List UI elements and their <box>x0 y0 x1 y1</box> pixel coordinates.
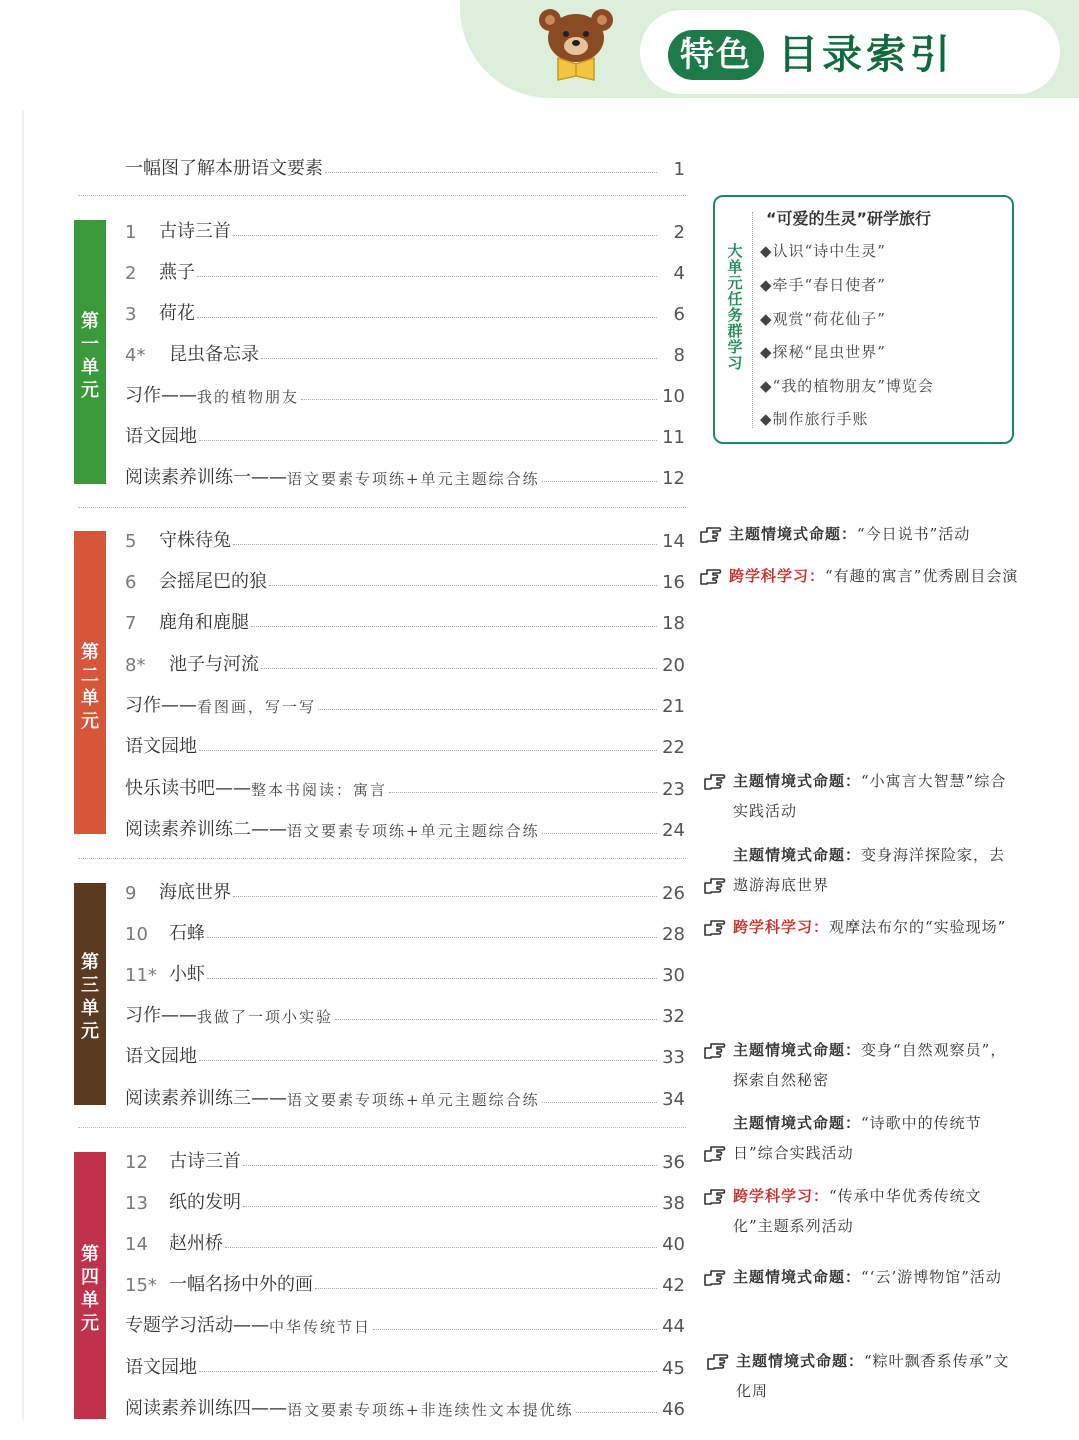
task-item: ◆探秘“昆虫世界” <box>760 343 886 361</box>
toc-subtitle: 整本书阅读：寓言 <box>251 781 388 799</box>
activity-note <box>729 519 1019 549</box>
activity-note-text: 变身海洋探险家，去遨游海底世界 <box>733 846 1006 894</box>
toc-page-number: 4 <box>673 263 685 284</box>
toc-row[interactable] <box>125 459 685 489</box>
toc-lesson-number: 13 <box>125 1193 148 1214</box>
toc-page-number: 45 <box>662 1358 685 1379</box>
toc-page-number: 46 <box>662 1399 685 1420</box>
dot-leader <box>542 1102 657 1103</box>
toc-row[interactable] <box>125 295 685 325</box>
toc-row[interactable] <box>125 1038 685 1068</box>
dot-leader <box>251 626 657 627</box>
activity-note-text: 变身“自然观察员”，探索自然秘密 <box>733 1041 1007 1089</box>
dot-leader <box>199 1371 657 1372</box>
toc-title: 守株待兔 <box>159 530 231 551</box>
toc-row[interactable] <box>125 956 685 986</box>
toc-page-number: 16 <box>662 572 685 593</box>
toc-page-number: 11 <box>662 427 685 448</box>
task-item: ◆“我的植物朋友”博览会 <box>760 377 934 395</box>
activity-note <box>733 1035 1019 1095</box>
activity-note-label: 主题情境式命题： <box>733 1041 862 1059</box>
dot-leader <box>199 750 657 751</box>
toc-subtitle: 语文要素专项练+单元主题综合练 <box>287 822 540 840</box>
toc-title: 小虾 <box>169 964 205 985</box>
toc-lesson-number: 14 <box>125 1234 148 1255</box>
toc-page-number: 10 <box>662 386 685 407</box>
unit-tab-4: 第 四 单 元 <box>74 1152 106 1419</box>
toc-row[interactable] <box>125 1184 685 1214</box>
toc-title: 阅读素养训练一—— <box>125 467 287 488</box>
pointing-hand-icon <box>703 1143 727 1163</box>
activity-note-text: “有趣的寓言”优秀剧目会演 <box>825 567 1019 585</box>
toc-row[interactable] <box>125 1307 685 1337</box>
margin-line <box>22 110 24 1420</box>
toc-lesson-number: 2 <box>125 263 137 284</box>
toc-row[interactable] <box>125 377 685 407</box>
toc-subtitle: 我做了一项小实验 <box>197 1008 334 1026</box>
toc-title: 语文园地 <box>125 1357 197 1378</box>
dot-leader <box>243 1165 657 1166</box>
section-separator <box>78 1127 686 1128</box>
toc-row[interactable] <box>125 915 685 945</box>
toc-page-number: 20 <box>662 655 685 676</box>
dot-leader <box>197 276 657 277</box>
section-separator <box>78 858 686 859</box>
toc-intro-row[interactable] <box>125 150 685 180</box>
toc-page-number: 22 <box>662 737 685 758</box>
task-box-title: “可爱的生灵”研学旅行 <box>766 209 932 228</box>
section-separator <box>78 195 686 196</box>
activity-note-text: “今日说书”活动 <box>857 525 971 543</box>
dot-leader <box>199 440 657 441</box>
toc-subtitle: 我的植物朋友 <box>197 388 300 406</box>
toc-title: 阅读素养训练四—— <box>125 1398 287 1419</box>
activity-note-label: 主题情境式命题： <box>733 846 862 864</box>
activity-note <box>733 1181 1019 1241</box>
toc-page-number: 8 <box>673 345 685 366</box>
activity-note <box>733 912 1019 942</box>
toc-page-number: 24 <box>662 820 685 841</box>
toc-title: 语文园地 <box>125 1046 197 1067</box>
toc-page-number: 34 <box>662 1089 685 1110</box>
task-box-divider <box>752 212 753 428</box>
toc-lesson-number: 4* <box>125 345 146 366</box>
toc-subtitle: 中华传统节日 <box>269 1318 372 1336</box>
pointing-hand-icon <box>699 524 723 544</box>
toc-title: 阅读素养训练二—— <box>125 819 287 840</box>
dot-leader <box>261 668 657 669</box>
task-item: ◆制作旅行手账 <box>760 410 869 428</box>
toc-title: 习作—— <box>125 1005 197 1026</box>
toc-page-number: 32 <box>662 1006 685 1027</box>
toc-page-number: 36 <box>662 1152 685 1173</box>
toc-title: 昆虫备忘录 <box>169 344 259 365</box>
toc-row[interactable] <box>125 1080 685 1110</box>
activity-note-label: 跨学科学习： <box>733 1187 830 1205</box>
section-separator <box>78 507 686 508</box>
toc-row[interactable] <box>125 728 685 758</box>
unit-tab-1: 第 一 单 元 <box>74 220 106 484</box>
toc-title: 荷花 <box>159 303 195 324</box>
toc-page-number: 44 <box>662 1316 685 1337</box>
activity-note-label: 主题情境式命题： <box>729 525 858 543</box>
page-title: 目录索引 <box>778 32 954 78</box>
pointing-hand-icon <box>699 566 723 586</box>
activity-note-text: “传承中华优秀传统文化”主题系列活动 <box>733 1187 982 1235</box>
activity-note <box>733 1108 1019 1168</box>
pointing-hand-icon <box>706 1351 730 1371</box>
teddy-bear-reading-icon <box>528 6 624 82</box>
pointing-hand-icon <box>703 917 727 937</box>
toc-page-number: 18 <box>662 613 685 634</box>
dot-leader <box>335 1019 657 1020</box>
toc-title: 石蜂 <box>169 923 205 944</box>
toc-page-number: 30 <box>662 965 685 986</box>
activity-note <box>729 561 1019 591</box>
activity-note-label: 主题情境式命题： <box>733 772 862 790</box>
toc-row[interactable] <box>125 254 685 284</box>
toc-title: 鹿角和鹿腿 <box>159 612 249 633</box>
dot-leader <box>225 1247 657 1248</box>
toc-row[interactable] <box>125 213 685 243</box>
toc-title: 古诗三首 <box>159 221 231 242</box>
toc-lesson-number: 7 <box>125 613 137 634</box>
toc-row[interactable] <box>125 1143 685 1173</box>
toc-title: 燕子 <box>159 262 195 283</box>
dot-leader <box>373 1329 657 1330</box>
toc-title: 语文园地 <box>125 426 197 447</box>
toc-row[interactable] <box>125 687 685 717</box>
toc-lesson-number: 3 <box>125 304 137 325</box>
pointing-hand-icon <box>703 771 727 791</box>
activity-note <box>733 766 1019 826</box>
dot-leader <box>542 833 657 834</box>
toc-page-number: 33 <box>662 1047 685 1068</box>
activity-note <box>733 1262 1019 1292</box>
dot-leader <box>325 172 657 173</box>
toc-lesson-number: 12 <box>125 1152 148 1173</box>
task-item: ◆认识“诗中生灵” <box>760 242 886 260</box>
toc-row[interactable] <box>125 811 685 841</box>
task-box-vertical-label: 大 单 元 任 务 群 学 习 <box>727 242 743 372</box>
toc-title: 一幅名扬中外的画 <box>169 1274 313 1295</box>
dot-leader <box>315 1288 657 1289</box>
toc-row[interactable] <box>125 770 685 800</box>
toc-row[interactable] <box>125 646 685 676</box>
task-item: ◆观赏“荷花仙子” <box>760 310 886 328</box>
dot-leader <box>233 896 657 897</box>
toc-row[interactable] <box>125 997 685 1027</box>
toc-row[interactable] <box>125 522 685 552</box>
toc-title: 习作—— <box>125 385 197 406</box>
toc-row[interactable] <box>125 563 685 593</box>
toc-title: 会摇尾巴的狼 <box>159 571 267 592</box>
toc-title: 海底世界 <box>159 882 231 903</box>
toc-row[interactable] <box>125 336 685 366</box>
pointing-hand-icon <box>703 1186 727 1206</box>
toc-row[interactable] <box>125 1390 685 1420</box>
toc-subtitle: 语文要素专项练+单元主题综合练 <box>287 470 540 488</box>
toc-intro-text: 一幅图了解本册语文要素 <box>125 158 323 179</box>
activity-note-text: 观摩法布尔的“实验现场” <box>829 918 1007 936</box>
pointing-hand-icon <box>703 1267 727 1287</box>
dot-leader <box>269 585 657 586</box>
dot-leader <box>207 978 657 979</box>
toc-title: 纸的发明 <box>169 1192 241 1213</box>
toc-title: 语文园地 <box>125 736 197 757</box>
toc-page-number: 28 <box>662 924 685 945</box>
toc-lesson-number: 6 <box>125 572 137 593</box>
activity-note-text: “‘云’游博物馆”活动 <box>861 1268 1002 1286</box>
activity-note-label: 主题情境式命题： <box>736 1352 865 1370</box>
activity-note-label: 跨学科学习： <box>729 567 826 585</box>
toc-row[interactable] <box>125 1225 685 1255</box>
pointing-hand-icon <box>703 875 727 895</box>
activity-note <box>733 840 1019 900</box>
toc-subtitle: 语文要素专项练+非连续性文本提优练 <box>287 1401 574 1419</box>
toc-lesson-number: 9 <box>125 883 137 904</box>
toc-lesson-number: 10 <box>125 924 148 945</box>
toc-page-number: 40 <box>662 1234 685 1255</box>
toc-title: 赵州桥 <box>169 1233 223 1254</box>
dot-leader <box>261 358 657 359</box>
unit-tab-3: 第 三 单 元 <box>74 883 106 1105</box>
dot-leader <box>207 937 657 938</box>
toc-row[interactable] <box>125 1266 685 1296</box>
toc-page-number: 2 <box>673 222 685 243</box>
activity-note-text: “小寓言大智慧”综合实践活动 <box>733 772 1007 820</box>
dot-leader <box>301 399 657 400</box>
toc-title: 池子与河流 <box>169 654 259 675</box>
dot-leader <box>542 481 657 482</box>
activity-note <box>736 1346 1019 1406</box>
activity-note-label: 主题情境式命题： <box>733 1114 862 1132</box>
toc-title: 古诗三首 <box>169 1151 241 1172</box>
task-item: ◆牵手“春日使者” <box>760 276 886 294</box>
toc-subtitle: 看图画，写一写 <box>197 698 317 716</box>
toc-page-number: 1 <box>673 159 685 180</box>
toc-lesson-number: 8* <box>125 655 146 676</box>
activity-note-text: “诗歌中的传统节日”综合实践活动 <box>733 1114 982 1162</box>
dot-leader <box>197 317 657 318</box>
feature-badge: 特色 <box>668 30 764 80</box>
pointing-hand-icon <box>703 1040 727 1060</box>
toc-title: 习作—— <box>125 695 197 716</box>
toc-page-number: 12 <box>662 468 685 489</box>
toc-lesson-number: 1 <box>125 222 137 243</box>
toc-row[interactable] <box>125 1349 685 1379</box>
toc-page-number: 23 <box>662 779 685 800</box>
unit-tab-2: 第 二 单 元 <box>74 531 106 834</box>
toc-title: 专题学习活动—— <box>125 1315 269 1336</box>
dot-leader <box>233 235 657 236</box>
toc-page-number: 6 <box>673 304 685 325</box>
toc-row[interactable] <box>125 874 685 904</box>
toc-row[interactable] <box>125 418 685 448</box>
dot-leader <box>389 792 657 793</box>
toc-lesson-number: 5 <box>125 531 137 552</box>
dot-leader <box>233 544 657 545</box>
dot-leader <box>243 1206 657 1207</box>
dot-leader <box>199 1060 657 1061</box>
toc-lesson-number: 11* <box>125 965 157 986</box>
toc-row[interactable] <box>125 604 685 634</box>
toc-page-number: 38 <box>662 1193 685 1214</box>
dot-leader <box>576 1412 657 1413</box>
toc-page-number: 21 <box>662 696 685 717</box>
toc-page-number: 26 <box>662 883 685 904</box>
activity-note-label: 跨学科学习： <box>733 918 830 936</box>
toc-title: 阅读素养训练三—— <box>125 1088 287 1109</box>
toc-page-number: 42 <box>662 1275 685 1296</box>
activity-note-label: 主题情境式命题： <box>733 1268 862 1286</box>
dot-leader <box>318 709 657 710</box>
toc-title: 快乐读书吧—— <box>125 778 251 799</box>
toc-page-number: 14 <box>662 531 685 552</box>
activity-note-text: “粽叶飘香系传承”文化周 <box>736 1352 1010 1400</box>
toc-lesson-number: 15* <box>125 1275 157 1296</box>
toc-subtitle: 语文要素专项练+单元主题综合练 <box>287 1091 540 1109</box>
